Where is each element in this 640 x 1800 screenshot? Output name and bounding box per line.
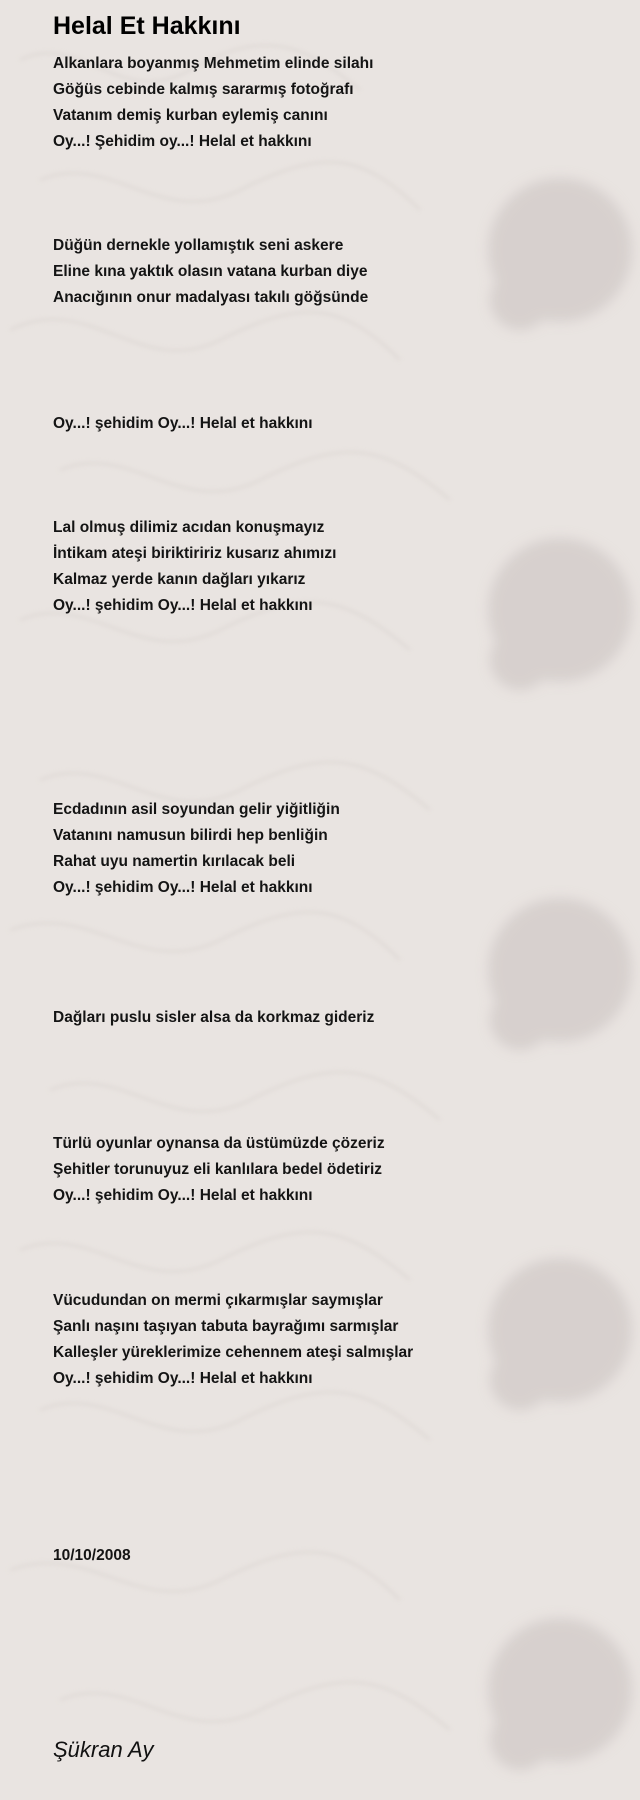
poem-line: Oy...! şehidim Oy...! Helal et hakkını xyxy=(53,597,313,614)
poem-line: Ecdadının asil soyundan gelir yiğitliğin xyxy=(53,801,340,818)
poem-date: 10/10/2008 xyxy=(53,1547,131,1564)
stanza-4 xyxy=(53,515,336,619)
poem-line: Kalmaz yerde kanın dağları yıkarız xyxy=(53,571,306,588)
poem-line: Oy...! Şehidim oy...! Helal et hakkını xyxy=(53,133,312,150)
poem-line: Dağları puslu sisler alsa da korkmaz gideriz xyxy=(53,1009,375,1026)
poem-line: Türlü oyunlar oynansa da üstümüzde çözeriz xyxy=(53,1135,385,1152)
poem-line: Alkanlara boyanmış Mehmetim elinde silahı xyxy=(53,55,374,72)
poem-line: Vücudundan on mermi çıkarmışlar saymışlar xyxy=(53,1292,383,1309)
poem-line: Şanlı naşını taşıyan tabuta bayrağımı sarmışlar xyxy=(53,1318,399,1335)
poem-line: Eline kına yaktık olasın vatana kurban diye xyxy=(53,263,368,280)
poem-line: Oy...! şehidim Oy...! Helal et hakkını xyxy=(53,415,313,432)
stanza-7 xyxy=(53,1131,385,1209)
poem-line: Rahat uyu namertin kırılacak beli xyxy=(53,853,296,870)
stanza-3 xyxy=(53,411,313,437)
poem-line: Kalleşler yüreklerimize cehennem ateşi salmışlar xyxy=(53,1344,414,1361)
stanza-2 xyxy=(53,233,368,311)
poem-line: Oy...! şehidim Oy...! Helal et hakkını xyxy=(53,879,313,896)
poem-author: Şükran Ay xyxy=(53,1737,154,1762)
poem-line: İntikam ateşi biriktiririz kusarız ahımızı xyxy=(53,545,337,562)
stanza-8 xyxy=(53,1288,413,1392)
stanza-5 xyxy=(53,797,340,901)
poem-line: Düğün dernekle yollamıştık seni askere xyxy=(53,237,344,254)
poem-line: Vatanını namusun bilirdi hep benliğin xyxy=(53,827,328,844)
poem-line: Anacığının onur madalyası takılı göğsünde xyxy=(53,289,369,306)
poem-line: Oy...! şehidim Oy...! Helal et hakkını xyxy=(53,1370,313,1387)
poem-line: Göğüs cebinde kalmış sararmış fotoğrafı xyxy=(53,81,354,98)
poem-line: Lal olmuş dilimiz acıdan konuşmayız xyxy=(53,519,325,536)
poem-line: Vatanım demiş kurban eylemiş canını xyxy=(53,107,328,124)
poem-line: Şehitler torunuyuz eli kanlılara bedel ödetiriz xyxy=(53,1161,383,1178)
stanza-6 xyxy=(53,1005,374,1031)
poem-title: Helal Et Hakkını xyxy=(53,12,241,40)
poem-line: Oy...! şehidim Oy...! Helal et hakkını xyxy=(53,1187,313,1204)
stanza-1 xyxy=(53,51,373,155)
